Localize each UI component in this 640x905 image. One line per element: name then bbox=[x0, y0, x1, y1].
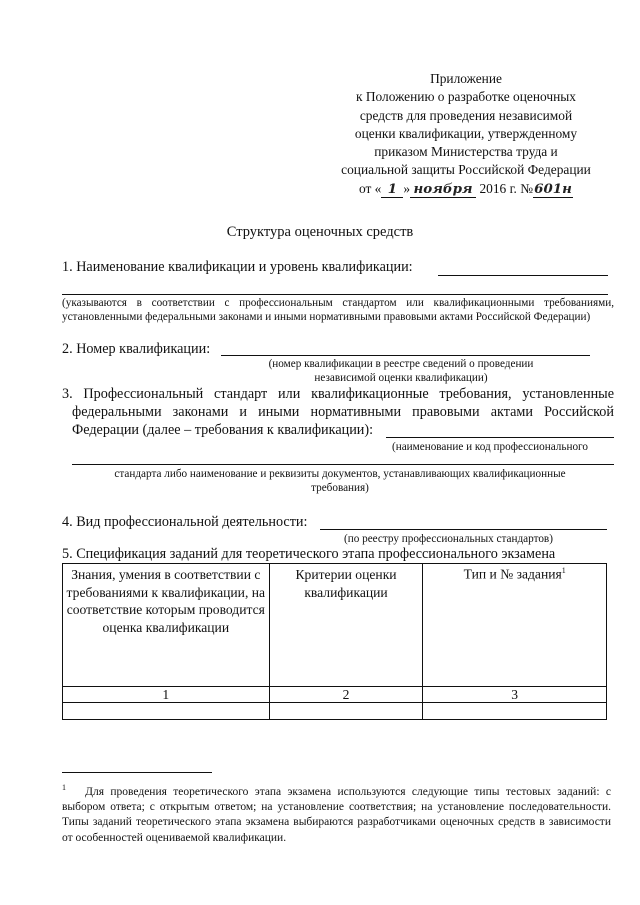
table-row bbox=[63, 703, 607, 720]
table-header-cell bbox=[269, 564, 423, 687]
table-header-row bbox=[63, 564, 607, 687]
table-header-cell bbox=[423, 564, 607, 687]
footnote-marker: 1 bbox=[62, 783, 66, 792]
appendix-line: приказом Министерства труда и bbox=[374, 144, 558, 160]
table-row bbox=[63, 687, 607, 703]
section3-line: Федерации (далее – требования к квалификации): bbox=[72, 422, 374, 438]
table-cell: 3 bbox=[423, 687, 607, 703]
specification-table bbox=[62, 563, 607, 720]
date-year: 2016 г. № bbox=[479, 180, 534, 196]
header-task-type: Тип и № задания bbox=[463, 566, 562, 582]
footnote-separator bbox=[62, 772, 212, 773]
date-mid: » bbox=[403, 180, 411, 196]
table-cell-empty bbox=[269, 703, 423, 720]
section5-label: 5. Спецификация заданий для теоретического этапа профессионального экзамена bbox=[62, 546, 556, 562]
section4-note: (по реестру профессиональных стандартов) bbox=[344, 533, 553, 545]
handwritten-day: 1 bbox=[381, 182, 403, 198]
section2-label: 2. Номер квалификации: bbox=[62, 341, 211, 357]
section1-label: 1. Наименование квалификации и уровень квалификации: bbox=[62, 259, 413, 275]
section2-note bbox=[240, 357, 562, 385]
section3-note bbox=[72, 467, 608, 495]
appendix-line: Приложение bbox=[430, 71, 502, 86]
section1-note: (указываются в соответствии с профессиональным стандартом или квалификационными требованиями, установленными федеральными законами и иными нормативными правовыми актами Российской Федерации) bbox=[62, 297, 614, 323]
footnote bbox=[62, 780, 611, 846]
section3-blank-full bbox=[72, 464, 614, 465]
appendix-line: средств для проведения независимой bbox=[359, 107, 573, 123]
table-header-cell bbox=[63, 564, 270, 687]
section1-blank-full bbox=[62, 294, 608, 295]
section4-label: 4. Вид профессиональной деятельности: bbox=[62, 514, 308, 530]
section3-note-line: требования) bbox=[311, 482, 369, 494]
header-criteria: Критерии оценки квалификации bbox=[295, 567, 397, 600]
table-cell: 2 bbox=[269, 687, 423, 703]
section3-note-line: стандарта либо наименование и реквизиты документов, устанавливающих квалификационные bbox=[114, 468, 566, 480]
document-title: Структура оценочных средств bbox=[226, 224, 414, 240]
table-cell: 1 bbox=[63, 687, 270, 703]
appendix-line: к Положению о разработке оценочных bbox=[356, 89, 576, 105]
section3-line: 3. Профессиональный стандарт или квалификационные требования, установленные bbox=[62, 386, 614, 402]
appendix-line: социальной защиты Российской Федерации bbox=[341, 162, 591, 178]
section4-blank bbox=[320, 529, 607, 530]
table-cell-empty bbox=[423, 703, 607, 720]
section2-blank bbox=[221, 355, 590, 356]
date-prefix: от « bbox=[358, 180, 382, 196]
section1-blank bbox=[438, 275, 608, 276]
section3-line: федеральными законами и иными нормативными правовыми актами Российской bbox=[72, 404, 614, 420]
handwritten-month: ноября bbox=[410, 182, 476, 198]
footnote-ref: 1 bbox=[561, 566, 566, 575]
section2-note-line: независимой оценки квалификации) bbox=[314, 372, 488, 384]
appendix-date-line bbox=[316, 180, 616, 198]
section3-note-inline: (наименование и код профессионального bbox=[392, 441, 588, 453]
section3-blank bbox=[386, 437, 614, 438]
footnote-text: Для проведения теоретического этапа экзамена используются следующие типы тестовых заданий: с выбором ответа; с открытым ответом; на установление соответствия; на установление последовательности. Типы заданий теоретического этапа экзамена выбираются разработчиками оценочных средств в зависимости от особенностей оцениваемой квалификации. bbox=[62, 785, 611, 844]
table-cell-empty bbox=[63, 703, 270, 720]
section2-note-line: (номер квалификации в реестре сведений о проведении bbox=[268, 358, 534, 370]
header-knowledge: Знания, умения в соответствии с требованиями к квалификации, на соответствие которым проводится оценка квалификации bbox=[66, 567, 266, 636]
handwritten-number: 601н bbox=[534, 180, 572, 197]
appendix-header bbox=[316, 70, 616, 198]
appendix-line: оценки квалификации, утвержденному bbox=[354, 125, 578, 141]
